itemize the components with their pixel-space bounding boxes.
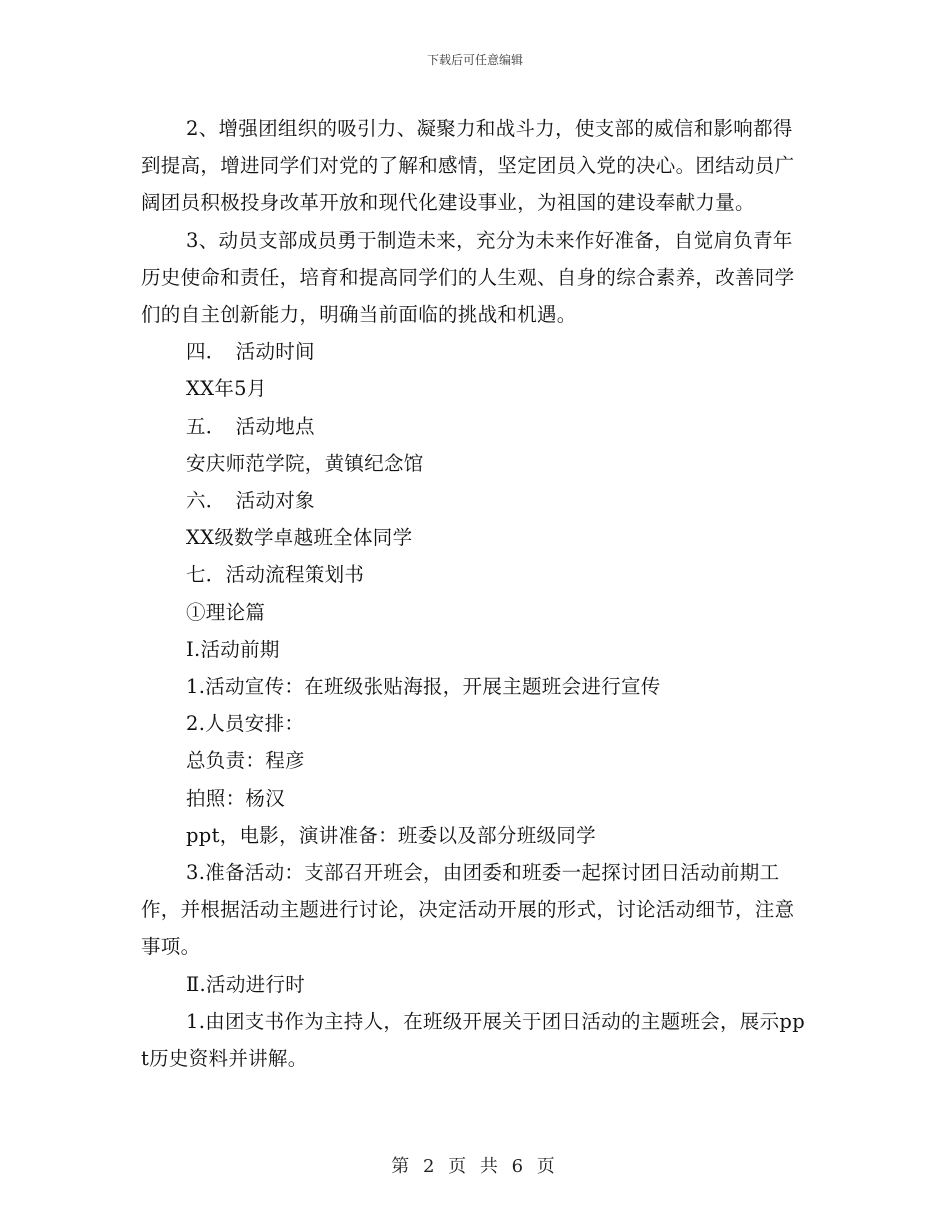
section-heading-audience: 六． 活动对象 xyxy=(186,489,315,513)
page-footer: 第 2 页 共 6 页 xyxy=(391,1156,559,1177)
subheading-pre-activity: Ⅰ.活动前期 xyxy=(186,637,280,661)
activity-location-value: 安庆师范学院，黄镇纪念馆 xyxy=(186,451,424,475)
subheading-theory: ①理论篇 xyxy=(186,600,266,624)
item-photography: 拍照：杨汉 xyxy=(186,786,286,810)
paragraph-goal-3: 3、动员支部成员勇于制造未来，充分为未来作好准备，自觉肩负青年历史使命和责任，培育和提高同学们的人生观、自身的综合素养，改善同学们的自主创新能力，明确当前面临的挑战和机遇。 xyxy=(141,228,795,327)
item-staffing: 2.人员安排： xyxy=(186,712,305,736)
item-lead: 总负责：程彦 xyxy=(186,749,305,773)
item-publicity: 1.活动宣传：在班级张贴海报，开展主题班会进行宣传 xyxy=(186,675,661,699)
section-heading-time: 四． 活动时间 xyxy=(186,340,315,364)
section-heading-process: 七．活动流程策划书 xyxy=(186,563,365,587)
item-host: 1.由团支书作为主持人，在班级开展关于团日活动的主题班会，展示ppt历史资料并讲解。 xyxy=(141,1009,805,1071)
page-header: 下载后可任意编辑 xyxy=(426,53,523,67)
paragraph-goal-2: 2、增强团组织的吸引力、凝聚力和战斗力，使支部的威信和影响都得到提高，增进同学们对党的了解和感情，坚定团员入党的决心。团结动员广阔团员积极投身改革开放和现代化建设事业，为祖国的建设奉献力量。 xyxy=(141,117,795,215)
section-heading-location: 五． 活动地点 xyxy=(186,414,315,438)
activity-time-value: XX年5月 xyxy=(186,377,267,401)
item-preparation-staff: ppt，电影，演讲准备：班委以及部分班级同学 xyxy=(186,823,596,847)
document-body xyxy=(141,110,811,1077)
activity-audience-value: XX级数学卓越班全体同学 xyxy=(186,526,413,550)
item-preparation-activity: 3.准备活动：支部召开班会，由团委和班委一起探讨团日活动前期工作，并根据活动主题进行讨论，决定活动开展的形式，讨论活动细节，注意事项。 xyxy=(141,861,795,959)
subheading-in-progress: Ⅱ.活动进行时 xyxy=(186,972,306,996)
